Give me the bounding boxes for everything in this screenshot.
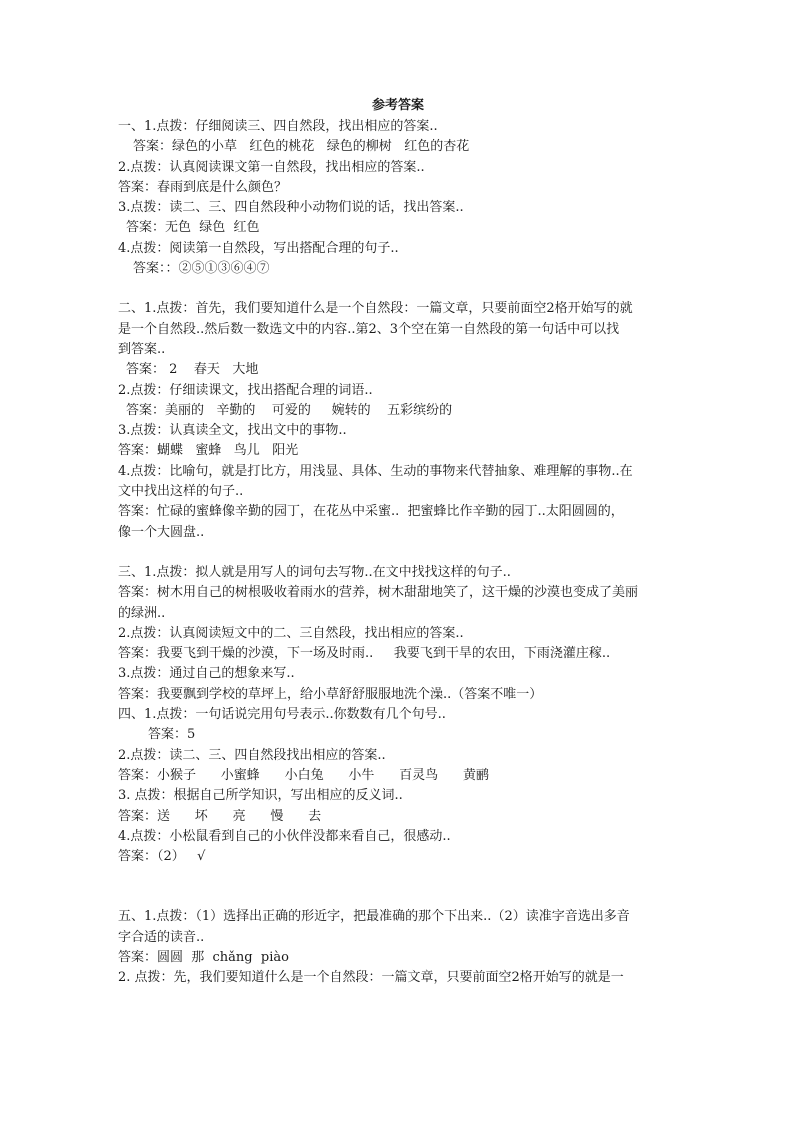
answer-line: 答案：忙碌的蜜蜂像辛勤的园丁，在花丛中采蜜.. 把蜜蜂比作辛勤的园丁..太阳圆圆的， (118, 504, 624, 520)
section-two (118, 299, 678, 543)
section-three-four (118, 563, 678, 867)
answer-line: 答案：5 (148, 727, 196, 743)
answer-line: 答案：我要飘到学校的草坪上，给小草舒舒服服地洗个澡..（答案不唯一） (118, 686, 543, 702)
answer-line: 答案：无色 绿色 红色 (126, 220, 260, 236)
text-line: 到答案.. (118, 341, 166, 357)
text-line: 一、1.点拨：仔细阅读三、四自然段，找出相应的答案.. (118, 119, 438, 134)
text-line: 2.点拨：仔细读课文，找出搭配合理的词语.. (118, 382, 373, 398)
spacer (118, 867, 678, 907)
section-five (118, 907, 678, 988)
text-line: 2.点拨：读二、三、四自然段找出相应的答案.. (118, 747, 386, 763)
text-line: 二、1.点拨：首先，我们要知道什么是一个自然段：一篇文章，只要前面空2格开始写的就 (118, 301, 633, 317)
answer-line: 答案：圆圆 那 chǎng piào (118, 949, 289, 965)
answer-key-content (118, 96, 678, 989)
text-line: 3. 点拨：根据自己所学知识，写出相应的反义词.. (118, 788, 403, 804)
text-line: 文中找出这样的句子.. (118, 484, 244, 500)
answer-line: 答案：蝴蝶 蜜蜂 鸟儿 阳光 (118, 443, 299, 459)
text-line: 3.点拨：认真读全文，找出文中的事物.. (118, 423, 347, 439)
answer-line: 答案：小猴子 小蜜蜂 小白兔 小牛 百灵鸟 黄鹂 (118, 767, 489, 783)
answer-line: 答案：送 坏 亮 慢 去 (118, 808, 322, 824)
text-line: 4.点拨：小松鼠看到自己的小伙伴没都来看自己，很感动.. (118, 828, 451, 844)
page-title: 参考答案 (371, 98, 424, 113)
text-line: 2.点拨：认真阅读短文中的二、三自然段，找出相应的答案.. (118, 625, 464, 641)
answer-line: 答案：树木用自己的树根吸收着雨水的营养，树木甜甜地笑了，这干燥的沙漠也变成了美丽 (118, 585, 639, 601)
answer-line: 答案：美丽的 辛勤的 可爱的 婉转的 五彩缤纷的 (126, 402, 453, 418)
text-line: 2.点拨：认真阅读课文第一自然段，找出相应的答案.. (118, 159, 425, 175)
answer-line: 的绿洲.. (118, 605, 166, 621)
answer-line: 答案：（2） √ (118, 849, 206, 865)
text-line: 五、1.点拨：（1）选择出正确的形近字，把最准确的那个下出来..（2）读准字音选出多音 (118, 909, 630, 925)
spacer (118, 543, 678, 563)
answer-line: 答案：绿色的小草 红色的桃花 绿色的柳树 红色的杏花 (133, 139, 470, 155)
text-line: 2. 点拨：先，我们要知道什么是一个自然段：一篇文章，只要前面空2格开始写的就是一 (118, 970, 624, 986)
text-line: 四、1.点拨：一句话说完用句号表示..你数数有几个句号.. (118, 707, 446, 723)
answer-line: 答案：春雨到底是什么颜色？ (118, 179, 288, 195)
text-line: 3.点拨：读二、三、四自然段种小动物们说的话，找出答案.. (118, 200, 464, 216)
answer-line: 答案： 2 春天 大地 (126, 362, 259, 378)
text-line: 是一个自然段..然后数一数选文中的内容..第2、3个空在第一自然段的第一句话中可以找 (118, 321, 620, 337)
text-line: 4.点拨：阅读第一自然段，写出搭配合理的句子.. (118, 240, 399, 256)
text-line: 4.点拨：比喻句，就是打比方，用浅显、具体、生动的事物来代替抽象、难理解的事物..在 (118, 463, 633, 479)
answer-line: 像一个大圆盘.. (118, 524, 205, 540)
section-one (118, 117, 678, 279)
text-line: 字合适的读音.. (118, 929, 205, 945)
answer-line: 答案：我要飞到干燥的沙漠，下一场及时雨.. 我要飞到干旱的农田，下雨浇灌庄稼.. (118, 646, 611, 662)
text-line: 三、1.点拨：拟人就是用写人的词句去写物..在文中找找这样的句子.. (118, 564, 511, 580)
text-line: 3.点拨：通过自己的想象来写.. (118, 666, 295, 682)
answer-line: 答案：：②⑤①③⑥④⑦ (133, 261, 270, 277)
spacer (118, 279, 678, 299)
